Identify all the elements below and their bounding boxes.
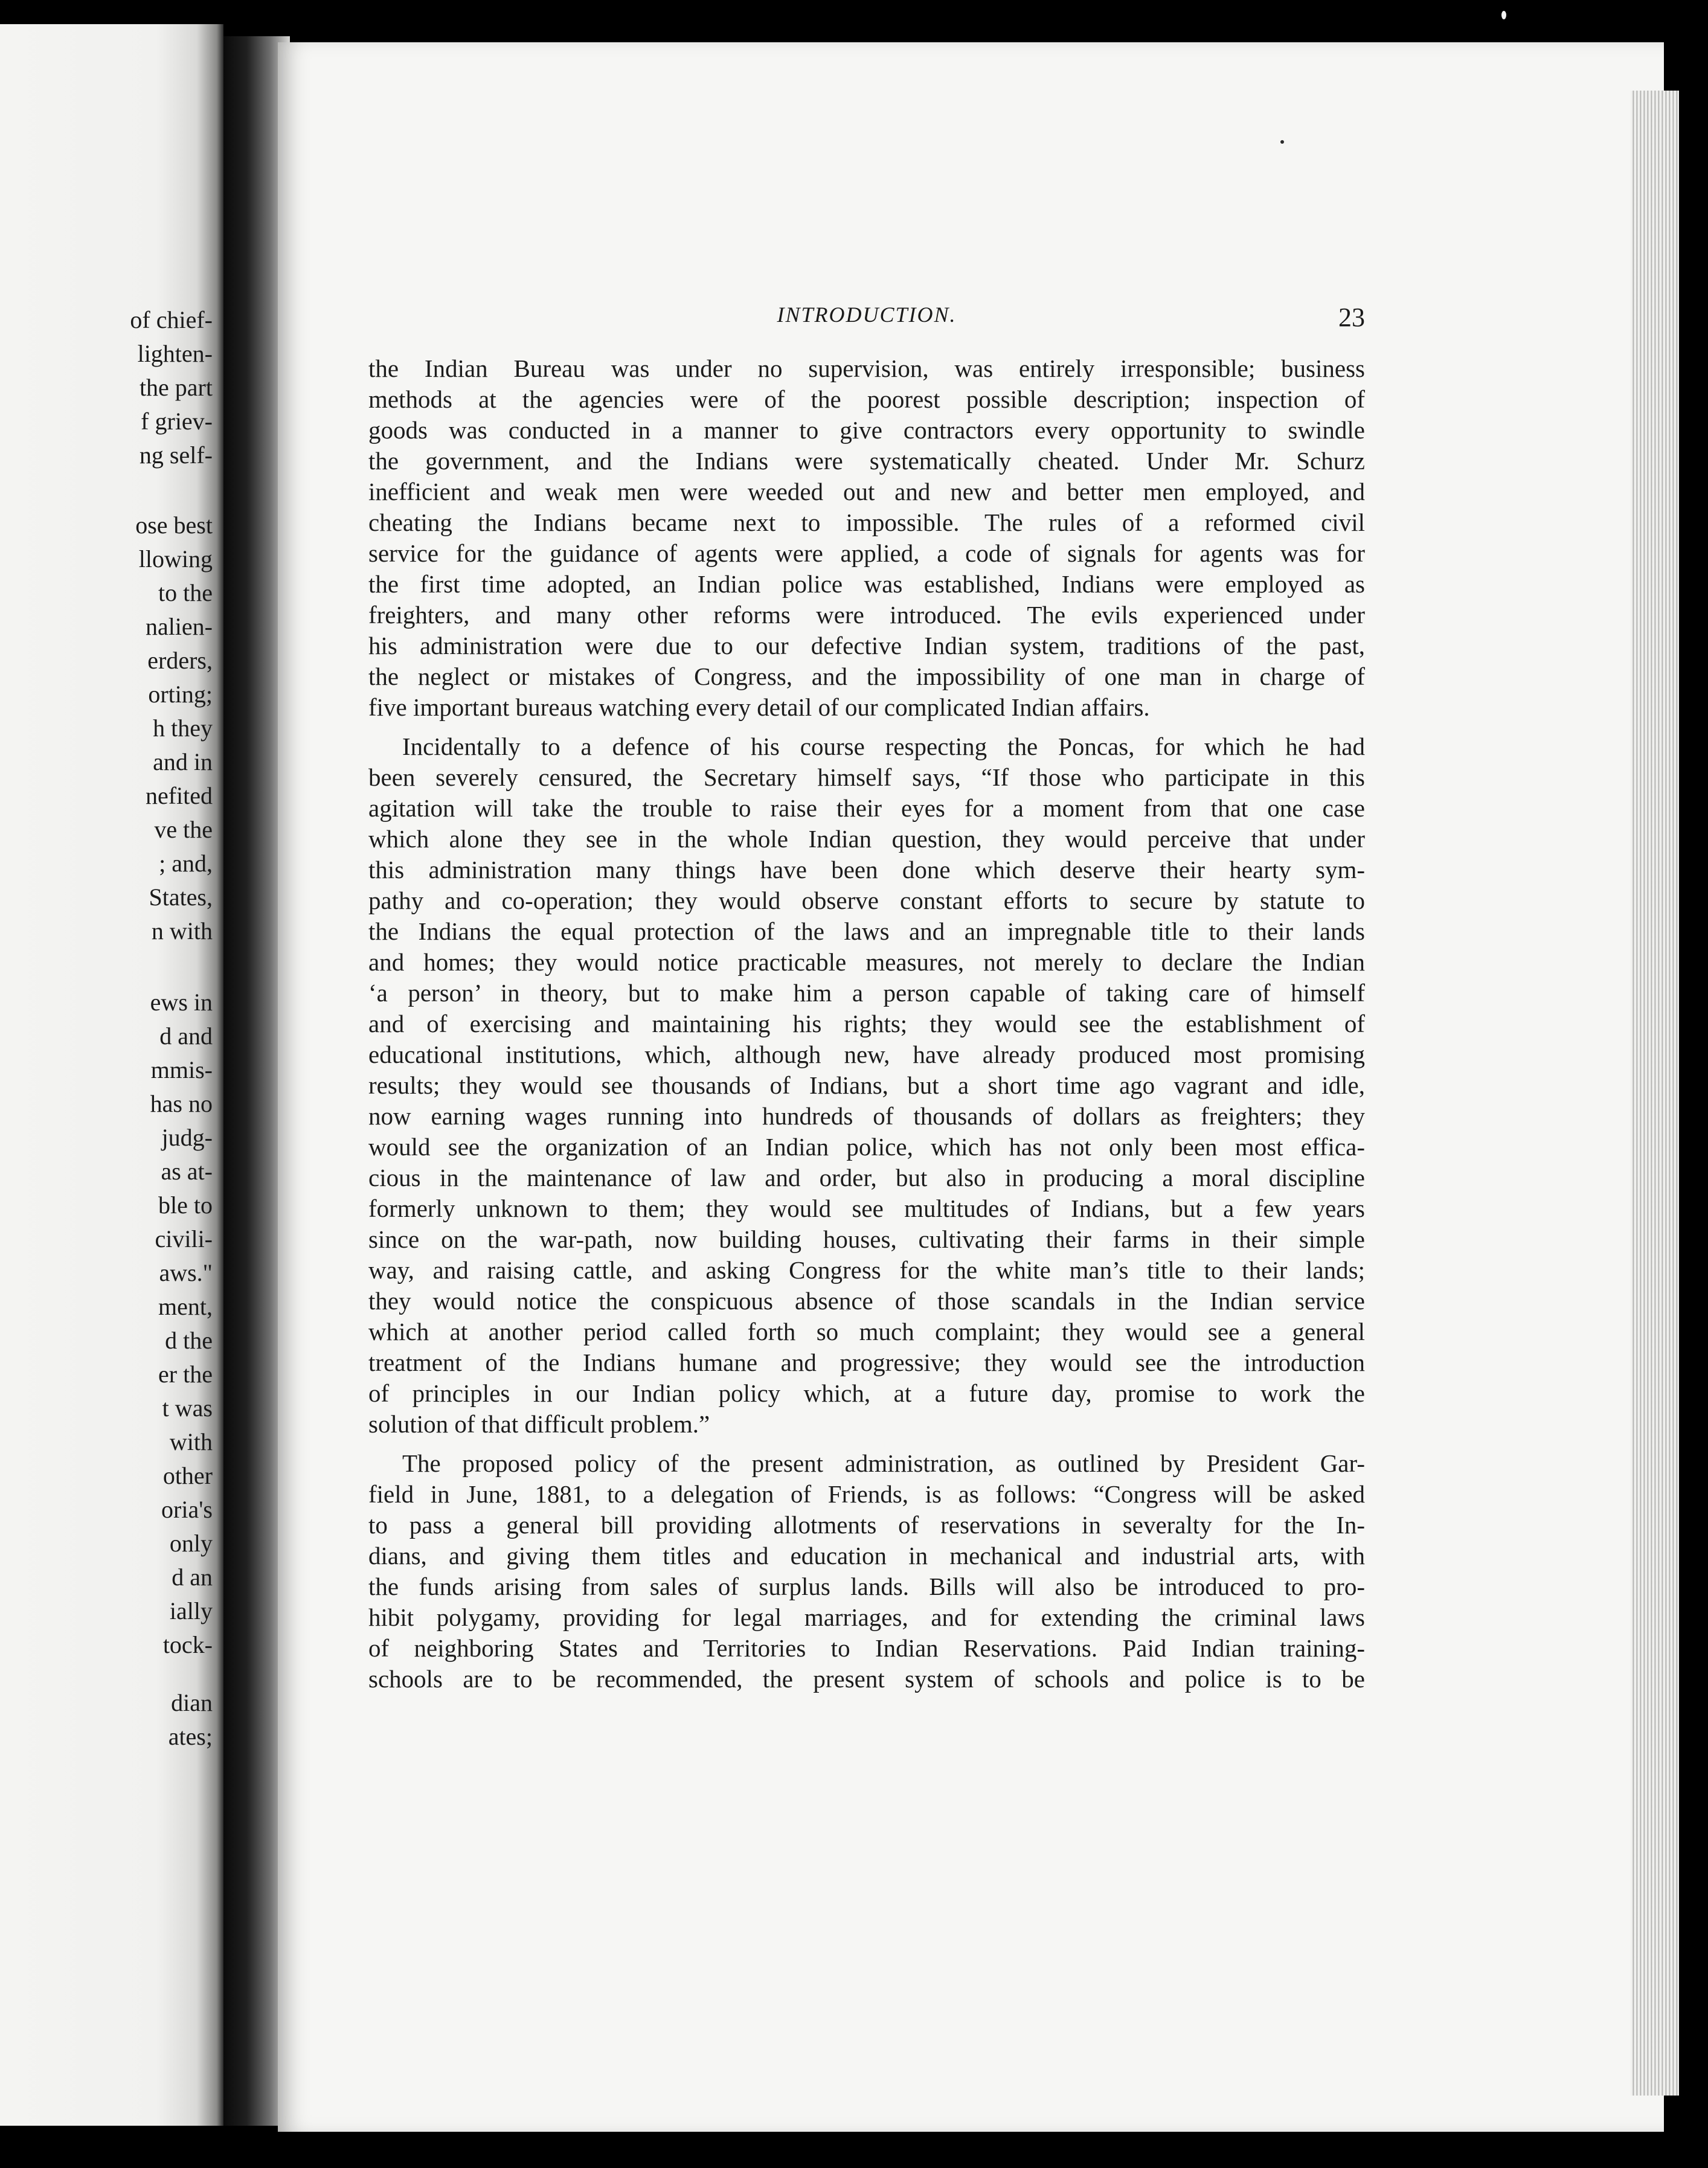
text-line: service for the guidance of agents were applied, a code of signals for agents was for: [368, 539, 1365, 567]
left-page-fragment: ment,: [158, 1293, 213, 1320]
text-line: the Indian Bureau was under no supervision, was entirely irresponsible; business: [368, 354, 1365, 382]
text-line: goods was conducted in a manner to give contractors every opportunity to swindle: [368, 416, 1365, 444]
left-page-fragment: orting;: [148, 681, 213, 708]
left-page-fragment: has no: [150, 1090, 213, 1117]
text-line: freighters, and many other reforms were introduced. The evils experienced under: [368, 601, 1365, 629]
left-page-fragment: judg-: [161, 1124, 213, 1151]
text-line: now earning wages running into hundreds of thousands of dollars as freighters; they: [368, 1102, 1365, 1130]
left-page-fragment: erders,: [147, 647, 213, 674]
paragraph-gap: [368, 723, 1365, 731]
left-page-fragment: mmis-: [150, 1056, 213, 1083]
text-line: and of exercising and maintaining his rights; they would see the establishment of: [368, 1010, 1365, 1037]
text-line: way, and raising cattle, and asking Congress for the white man’s title to their lands;: [368, 1256, 1365, 1284]
left-page-fragment: other: [162, 1462, 213, 1489]
left-page-fragment: nalien-: [145, 613, 213, 640]
text-line: and homes; they would notice practicable measures, not merely to declare the Indian: [368, 948, 1365, 976]
text-line: the government, and the Indians were systematically cheated. Under Mr. Schurz: [368, 447, 1365, 475]
text-line: they would notice the conspicuous absence of those scandals in the Indian service: [368, 1287, 1365, 1315]
left-page-fragment: ble to: [158, 1191, 213, 1219]
text-line: been severely censured, the Secretary himself says, “If those who participate in this: [368, 763, 1365, 791]
left-page-fragment: ose best: [135, 512, 213, 539]
text-line: methods at the agencies were of the poorest possible description; inspection of: [368, 385, 1365, 413]
left-page-fragment: d and: [159, 1022, 213, 1050]
left-page-fragment: ates;: [168, 1723, 213, 1750]
text-line: ‘a person’ in theory, but to make him a person capable of taking care of himself: [368, 979, 1365, 1007]
left-page-fragment: as at-: [161, 1158, 213, 1185]
left-page-fragment: dian: [171, 1689, 213, 1716]
left-page-fragment: ng self-: [139, 441, 213, 469]
left-page-fragment: ve the: [154, 816, 213, 843]
left-page-fragment: lighten-: [137, 340, 213, 367]
left-page-fragment: nefited: [145, 782, 213, 809]
dust-speck: [1280, 140, 1284, 144]
left-page-fragment: h they: [153, 714, 213, 742]
page-number: 23: [1338, 303, 1365, 332]
text-line: which at another period called forth so much complaint; they would see a general: [368, 1318, 1365, 1345]
body-text: [368, 353, 1365, 1695]
running-head: INTRODUCTION.: [777, 303, 957, 327]
page-edges: [1631, 91, 1679, 2096]
text-line: of principles in our Indian policy which, at a future day, promise to work the: [368, 1379, 1365, 1407]
text-line: the first time adopted, an Indian police was established, Indians were employed as: [368, 570, 1365, 598]
text-line: of neighboring States and Territories to Indian Reservations. Paid Indian training-: [368, 1634, 1365, 1662]
left-page-fragment: oria's: [161, 1496, 213, 1523]
left-page-fragment: n with: [151, 917, 213, 944]
left-page-fragment: of chief-: [130, 306, 213, 333]
left-page-fragment: d the: [165, 1327, 213, 1354]
text-line: treatment of the Indians humane and progressive; they would see the introduction: [368, 1349, 1365, 1376]
paragraph-gap: [368, 1440, 1365, 1448]
text-line: schools are to be recommended, the present system of schools and police is to be: [368, 1665, 1365, 1693]
paragraph: [368, 1448, 1365, 1695]
text-line: would see the organization of an Indian police, which has not only been most effica-: [368, 1133, 1365, 1161]
text-line: since on the war-path, now building houses, cultivating their farms in their simple: [368, 1225, 1365, 1253]
text-line: pathy and co-operation; they would observe constant efforts to secure by statute to: [368, 887, 1365, 914]
left-page-fragment: llowing: [138, 545, 213, 572]
left-page-fragment: f griev-: [141, 408, 213, 435]
text-line: the funds arising from sales of surplus lands. Bills will also be introduced to pro-: [368, 1573, 1365, 1600]
text-line: the neglect or mistakes of Congress, and the impossibility of one man in charge of: [368, 662, 1365, 690]
dust-speck: [1501, 11, 1506, 19]
left-page-fragment: ially: [169, 1597, 213, 1624]
text-line: The proposed policy of the present administration, as outlined by President Gar-: [402, 1449, 1365, 1477]
left-page-fragment: with: [169, 1428, 213, 1455]
left-page-fragment: only: [169, 1530, 213, 1557]
text-line: hibit polygamy, providing for legal marriages, and for extending the criminal laws: [368, 1603, 1365, 1631]
text-line: cheating the Indians became next to impossible. The rules of a reformed civil: [368, 508, 1365, 536]
left-page-fragment: to the: [158, 579, 213, 606]
text-line: to pass a general bill providing allotments of reservations in severalty for the In-: [368, 1511, 1365, 1539]
page-header: [368, 302, 1365, 332]
text-line: this administration many things have been done which deserve their hearty sym-: [368, 856, 1365, 884]
text-line: cious in the maintenance of law and order, but also in producing a moral discipline: [368, 1164, 1365, 1191]
text-line: educational institutions, which, although new, have already produced most promising: [368, 1041, 1365, 1068]
text-line: formerly unknown to them; they would see multitudes of Indians, but a few years: [368, 1195, 1365, 1222]
left-page-fragment: ews in: [150, 989, 213, 1016]
paragraph: [368, 353, 1365, 723]
left-page-fragment: ; and,: [159, 850, 213, 877]
left-page-fragment: t was: [162, 1394, 213, 1422]
left-page-fragment: and in: [153, 748, 213, 775]
text-line: five important bureaus watching every detail of our complicated Indian affairs.: [368, 693, 1150, 721]
left-page-fragment: States,: [149, 884, 213, 911]
left-page-fragment: aws.": [159, 1259, 213, 1286]
text-line: Incidentally to a defence of his course respecting the Poncas, for which he had: [402, 733, 1365, 760]
text-line: results; they would see thousands of Indians, but a short time ago vagrant and idle,: [368, 1071, 1365, 1099]
left-facing-page: [0, 24, 223, 2126]
text-line: agitation will take the trouble to raise their eyes for a moment from that one case: [368, 794, 1365, 822]
left-page-fragment: the part: [139, 374, 213, 401]
text-line: his administration were due to our defective Indian system, traditions of the past,: [368, 632, 1365, 659]
left-page-fragment: tock-: [162, 1631, 213, 1658]
text-line: solution of that difficult problem.”: [368, 1410, 710, 1438]
text-line: field in June, 1881, to a delegation of Friends, is as follows: “Congress will be asked: [368, 1480, 1365, 1508]
text-line: dians, and giving them titles and education in mechanical and industrial arts, with: [368, 1542, 1365, 1570]
left-page-fragment: er the: [158, 1361, 213, 1388]
paragraph: [368, 731, 1365, 1440]
text-line: inefficient and weak men were weeded out and new and better men employed, and: [368, 478, 1365, 505]
left-page-fragment: d an: [172, 1563, 213, 1591]
text-line: the Indians the equal protection of the laws and an impregnable title to their lands: [368, 917, 1365, 945]
text-line: which alone they see in the whole Indian question, they would perceive that under: [368, 825, 1365, 853]
left-page-fragment: civili-: [155, 1225, 213, 1252]
